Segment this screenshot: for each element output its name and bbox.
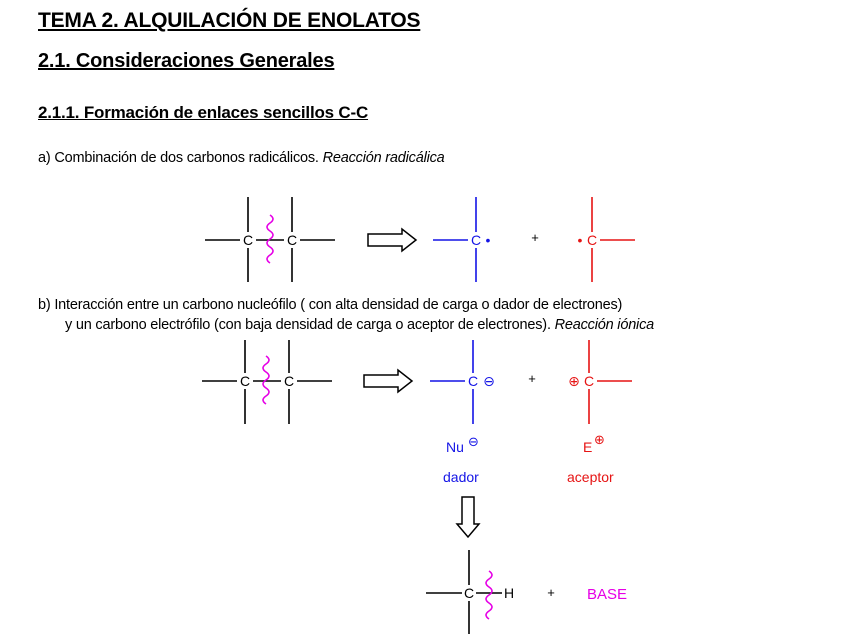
scheme-b-retro-arrow bbox=[364, 370, 412, 392]
scheme-b-plus: + bbox=[528, 371, 536, 386]
scheme-a-radical-dot-red: • bbox=[577, 232, 583, 248]
aceptor-label: aceptor bbox=[567, 469, 614, 485]
part-b-line-1: b) Interacción entre un carbono nucleófilo ( con alta densidad de carga o dador de electrones) bbox=[38, 297, 623, 313]
part-a-reaction-type: Reacción radicálica bbox=[322, 150, 445, 166]
final-plus: + bbox=[547, 585, 555, 600]
scheme-a-bond-break-wavy bbox=[267, 215, 273, 263]
part-b-description: y un carbono electrófilo (con baja densidad de carga o aceptor de electrones). bbox=[65, 317, 551, 333]
dador-label: dador bbox=[443, 469, 479, 485]
scheme-b-reactant bbox=[202, 340, 332, 424]
scheme-b-nucleophile bbox=[430, 340, 473, 424]
base-label: BASE bbox=[587, 586, 628, 603]
scheme-a-retro-arrow bbox=[368, 229, 416, 251]
e-charge: ⊕ bbox=[594, 432, 605, 447]
subsection-title: 2.1.1. Formación de enlaces sencillos C-C bbox=[38, 103, 369, 122]
scheme-b-plus-charge: ⊕ bbox=[568, 373, 580, 389]
e-label: E bbox=[583, 439, 593, 455]
final-bond-break-wavy bbox=[486, 571, 492, 619]
scheme-a-carbon-blue: C bbox=[470, 232, 482, 248]
nu-charge: ⊖ bbox=[468, 434, 479, 449]
scheme-a-radical-dot-blue: • bbox=[485, 232, 491, 248]
page-title: TEMA 2. ALQUILACIÓN DE ENOLATOS bbox=[38, 9, 421, 32]
scheme-a-carbon-red: C bbox=[586, 232, 598, 248]
scheme-a-electrophile-radical bbox=[592, 197, 635, 282]
scheme-a-plus: + bbox=[531, 230, 539, 245]
scheme-b-carbon-left: C bbox=[239, 373, 251, 389]
scheme-b-carbon-blue: C bbox=[467, 373, 479, 389]
section-title: 2.1. Consideraciones Generales bbox=[38, 50, 335, 72]
nu-label: Nu bbox=[446, 439, 464, 455]
scheme-b-bond-break-wavy bbox=[263, 356, 269, 404]
final-carbon: C bbox=[463, 585, 475, 601]
scheme-a-carbon-left: C bbox=[242, 232, 254, 248]
part-b-reaction-type: Reacción iónica bbox=[554, 317, 654, 333]
scheme-b-carbon-right: C bbox=[283, 373, 295, 389]
scheme-b-minus-charge: ⊖ bbox=[483, 373, 495, 389]
scheme-a-carbon-right: C bbox=[286, 232, 298, 248]
down-retro-arrow bbox=[457, 497, 479, 537]
scheme-b-electrophile bbox=[589, 340, 632, 424]
scheme-b-carbon-red: C bbox=[583, 373, 595, 389]
part-a-description: a) Combinación de dos carbonos radicálicos. bbox=[38, 150, 319, 166]
scheme-a-nucleophile-radical bbox=[433, 197, 476, 282]
final-hydrogen: H bbox=[503, 585, 515, 601]
